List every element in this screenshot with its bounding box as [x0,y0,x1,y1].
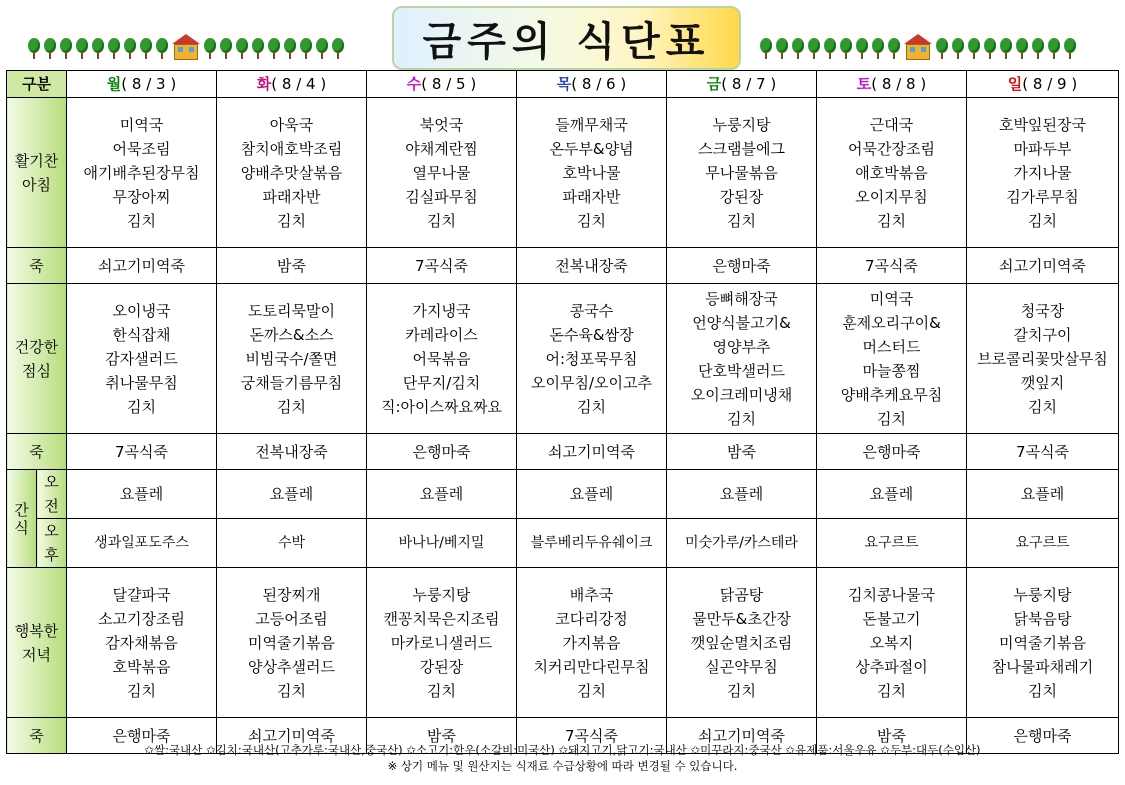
menu-item: 호박나물 [562,163,621,182]
school-building-icon [904,34,932,60]
porridge-item: 은행마죽 [367,434,517,470]
tree-icon [236,38,248,60]
menu-item: 오복지 [869,633,914,652]
day-name: 금 [706,75,722,93]
menu-item: 캔꽁치묵은지조림 [383,609,500,628]
snack-am-item: 요플레 [217,470,367,519]
day-header [967,71,1119,98]
menu-item: 어묵조림 [112,139,171,158]
menu-cell [217,284,367,434]
menu-item: 누룽지탕 [412,585,471,604]
menu-item: 머스터드 [862,337,921,356]
porridge-item: 쇠고기미역죽 [67,248,217,284]
porridge-item: 은행마죽 [667,248,817,284]
menu-item: 감자채볶음 [105,633,178,652]
menu-item: 돈까스&소스 [249,325,334,344]
footer [0,742,1125,774]
menu-cell [667,284,817,434]
tree-icon [300,38,312,60]
lunch-label-line2: 점심 [22,361,51,380]
menu-item: 영양부추 [712,337,771,356]
tree-decoration-right [760,36,1076,60]
snack-am-item: 요플레 [67,470,217,519]
menu-item: 브로콜리꽃맛살무침 [977,349,1108,368]
menu-item: 오이지무침 [855,187,928,206]
porridge-item: 7곡식죽 [967,434,1119,470]
change-notice: ※ 상기 메뉴 및 원산지는 식재료 수급상황에 따라 변경될 수 있습니다. [387,759,738,773]
porridge-item: 은행마죽 [67,718,217,754]
menu-item: 누룽지탕 [1013,585,1072,604]
menu-item: 깻잎순멸치조림 [690,633,793,652]
porridge-item: 밤죽 [367,718,517,754]
menu-item: 김치 [727,681,756,700]
menu-item: 취나물무침 [105,373,178,392]
day-header [67,71,217,98]
snack-am-item: 요플레 [967,470,1119,519]
day-name: 토 [856,75,872,93]
menu-item: 참나물파채레기 [991,657,1094,676]
menu-cell [517,284,667,434]
menu-item: 김치 [727,409,756,428]
day-header [217,71,367,98]
day-name: 목 [556,75,572,93]
menu-cell [817,284,967,434]
menu-item: 소고기장조림 [98,609,185,628]
menu-item: 물만두&초간장 [692,609,791,628]
menu-item: 마늘쫑찜 [862,361,921,380]
tree-icon [1064,38,1076,60]
menu-item: 미역줄기볶음 [999,633,1086,652]
menu-item: 김치 [127,211,156,230]
tree-icon [888,38,900,60]
menu-table [6,70,1119,754]
menu-item: 김치 [127,397,156,416]
menu-item: 김치 [427,681,456,700]
menu-item: 양배추맛살볶음 [240,163,343,182]
snack-pm-item: 바나나/베지밀 [367,519,517,568]
page-header [0,0,1125,70]
tree-icon [984,38,996,60]
tree-icon [1032,38,1044,60]
porridge-item: 7곡식죽 [517,718,667,754]
day-name: 화 [256,75,272,93]
menu-item: 김치 [277,211,306,230]
header-row [7,71,1119,98]
menu-cell [967,568,1119,718]
menu-item: 김가루무침 [1006,187,1079,206]
menu-item: 김치 [577,397,606,416]
porridge-item: 쇠고기미역죽 [217,718,367,754]
snack-pm-row [7,519,1119,568]
tree-icon [44,38,56,60]
menu-item: 참치애호박조림 [240,139,343,158]
porridge-item: 은행마죽 [817,434,967,470]
porridge2-row [7,434,1119,470]
tree-icon [824,38,836,60]
tree-icon [92,38,104,60]
tree-icon [28,38,40,60]
gubun-header: 구분 [7,71,67,98]
tree-icon [792,38,804,60]
menu-item: 닭곰탕 [719,585,764,604]
tree-icon [76,38,88,60]
day-date: ( 8 / 4 ) [271,75,327,93]
menu-item: 파래자반 [262,187,321,206]
snack-pm-item: 미숫가루/카스테라 [667,519,817,568]
snack-pm-item: 요구르트 [817,519,967,568]
menu-item: 단무지/김치 [402,373,481,392]
menu-item: 실곤약무침 [705,657,778,676]
snack-pm-item: 수박 [217,519,367,568]
menu-item: 코다리강정 [555,609,628,628]
tree-icon [808,38,820,60]
menu-item: 북엇국 [419,115,464,134]
tree-icon [108,38,120,60]
tree-icon [856,38,868,60]
tree-icon [284,38,296,60]
menu-item: 배추국 [569,585,614,604]
snack-am-label: 오전 [37,470,67,519]
menu-item: 미역줄기볶음 [248,633,335,652]
day-date: ( 8 / 7 ) [721,75,777,93]
menu-item: 김치 [577,211,606,230]
day-date: ( 8 / 5 ) [421,75,477,93]
snack-label: 간식 [7,470,37,568]
menu-item: 가지볶음 [562,633,621,652]
tree-icon [840,38,852,60]
tree-decoration-left [28,36,344,60]
menu-cell [67,98,217,248]
menu-cell [67,284,217,434]
menu-item: 무장아찌 [112,187,171,206]
school-building-icon [172,34,200,60]
origin-note: ✩쌀:국내산 ✩김치:국내산(고추가루:국내산,중국산) ✩소고기:한우(소갈비:미국산) ✩돼지고기,닭고기:국내산 ✩미꾸라지:중국산 ✩유제품:서울우유 ✩두부:대두(수입산) [144,743,981,757]
day-name: 수 [406,75,422,93]
tree-icon [872,38,884,60]
menu-item: 한식잡채 [112,325,171,344]
menu-cell [667,98,817,248]
porridge-item: 밤죽 [817,718,967,754]
menu-item: 닭북음탕 [1013,609,1072,628]
menu-cell [817,98,967,248]
menu-item: 김치 [577,681,606,700]
menu-item: 청국장 [1020,301,1065,320]
menu-item: 도토리묵말이 [248,301,335,320]
menu-item: 강된장 [719,187,764,206]
menu-item: 김치 [877,211,906,230]
day-date: ( 8 / 9 ) [1022,75,1078,93]
porridge-item: 은행마죽 [967,718,1119,754]
menu-cell [67,568,217,718]
day-name: 일 [1007,75,1023,93]
menu-item: 달걀파국 [112,585,171,604]
menu-item: 직:아이스짜요짜요 [381,397,502,416]
menu-cell [367,98,517,248]
menu-item: 마카로니샐러드 [390,633,493,652]
porridge-item: 밤죽 [667,434,817,470]
menu-item: 치커리만다린무침 [533,657,650,676]
snack-am-item: 요플레 [517,470,667,519]
dinner-label-line1: 행복한 [14,621,59,640]
menu-item: 등뼈해장국 [705,289,778,308]
menu-item: 콩국수 [569,301,614,320]
menu-item: 오이무침/오이고추 [531,373,652,392]
menu-item: 궁채들기름무침 [240,373,343,392]
breakfast-row [7,98,1119,248]
dinner-row [7,568,1119,718]
dinner-label-line2: 저녁 [22,645,51,664]
porridge-label: 죽 [7,718,67,754]
menu-item: 비빔국수/쫄면 [245,349,338,368]
menu-item: 양상추샐러드 [248,657,335,676]
porridge-item: 7곡식죽 [367,248,517,284]
snack-pm-item: 요구르트 [967,519,1119,568]
day-header [667,71,817,98]
menu-item: 김치 [277,397,306,416]
menu-item: 강된장 [419,657,464,676]
menu-item: 김치 [1028,397,1057,416]
menu-item: 김치콩나물국 [848,585,935,604]
menu-item: 돈불고기 [862,609,921,628]
menu-item: 열무나물 [412,163,471,182]
porridge-item: 전복내장죽 [217,434,367,470]
menu-cell [517,98,667,248]
tree-icon [124,38,136,60]
page-title: 금주의 식단표 [392,6,741,70]
tree-icon [968,38,980,60]
dinner-label-cell [7,568,67,718]
porridge1-row [7,248,1119,284]
menu-item: 김치 [127,681,156,700]
menu-item: 어:청포묵무침 [545,349,638,368]
snack-pm-label: 오후 [37,519,67,568]
lunch-row [7,284,1119,434]
menu-item: 김치 [1028,211,1057,230]
tree-icon [220,38,232,60]
tree-icon [936,38,948,60]
menu-item: 마파두부 [1013,139,1072,158]
porridge-item: 전복내장죽 [517,248,667,284]
menu-cell [217,568,367,718]
menu-cell [817,568,967,718]
day-header [817,71,967,98]
tree-icon [204,38,216,60]
menu-item: 김치 [427,211,456,230]
porridge-item: 쇠고기미역죽 [667,718,817,754]
menu-item: 스크램블에그 [698,139,785,158]
menu-item: 갈치구이 [1013,325,1072,344]
snack-am-item: 요플레 [667,470,817,519]
day-header [517,71,667,98]
breakfast-label-line1: 활기찬 [14,151,59,170]
menu-cell [967,284,1119,434]
menu-cell [217,98,367,248]
tree-icon [760,38,772,60]
tree-icon [268,38,280,60]
menu-item: 애기배추된장무침 [83,163,200,182]
menu-item: 아욱국 [269,115,314,134]
menu-item: 애호박볶음 [855,163,928,182]
tree-icon [1000,38,1012,60]
menu-item: 오이크레미냉채 [690,385,793,404]
tree-icon [60,38,72,60]
porridge-label: 죽 [7,434,67,470]
menu-item: 돈수육&쌈장 [549,325,634,344]
tree-icon [332,38,344,60]
menu-item: 된장찌개 [262,585,321,604]
day-date: ( 8 / 3 ) [121,75,177,93]
menu-item: 무나물볶음 [705,163,778,182]
snack-am-row [7,470,1119,519]
snack-am-item: 요플레 [817,470,967,519]
tree-icon [1048,38,1060,60]
menu-cell [367,284,517,434]
menu-cell [667,568,817,718]
menu-item: 야채계란찜 [405,139,478,158]
porridge-item: 쇠고기미역죽 [517,434,667,470]
porridge-item: 쇠고기미역죽 [967,248,1119,284]
day-name: 월 [106,75,122,93]
tree-icon [1016,38,1028,60]
menu-item: 김치 [277,681,306,700]
tree-icon [156,38,168,60]
menu-item: 호박볶음 [112,657,171,676]
menu-item: 상추파절이 [855,657,928,676]
snack-am-item: 요플레 [367,470,517,519]
menu-item: 어묵간장조림 [848,139,935,158]
menu-item: 깻잎지 [1020,373,1065,392]
menu-cell [367,568,517,718]
menu-item: 누룽지탕 [712,115,771,134]
tree-icon [952,38,964,60]
menu-item: 어묵볶음 [412,349,471,368]
menu-item: 파래자반 [562,187,621,206]
menu-item: 김치 [877,681,906,700]
menu-item: 미역국 [119,115,164,134]
menu-item: 호박잎된장국 [999,115,1086,134]
menu-item: 감자샐러드 [105,349,178,368]
tree-icon [776,38,788,60]
porridge-label: 죽 [7,248,67,284]
porridge-item: 7곡식죽 [817,248,967,284]
porridge-item: 7곡식죽 [67,434,217,470]
porridge-item: 밤죽 [217,248,367,284]
lunch-label-cell [7,284,67,434]
menu-item: 김치 [877,409,906,428]
lunch-label-line1: 건강한 [14,337,59,356]
menu-item: 단호박샐러드 [698,361,785,380]
menu-item: 온두부&양념 [549,139,634,158]
menu-item: 오이냉국 [112,301,171,320]
menu-item: 근대국 [869,115,914,134]
breakfast-label-line2: 아침 [22,175,51,194]
menu-cell [967,98,1119,248]
menu-cell [517,568,667,718]
breakfast-label-cell [7,98,67,248]
menu-item: 언양식불고기& [692,313,791,332]
tree-icon [252,38,264,60]
menu-item: 김실파무침 [405,187,478,206]
menu-item: 훈제오리구이& [842,313,941,332]
tree-icon [140,38,152,60]
menu-item: 가지나물 [1013,163,1072,182]
menu-item: 들깨무채국 [555,115,628,134]
menu-item: 양배추케요무침 [840,385,943,404]
snack-pm-item: 생과일포도주스 [67,519,217,568]
menu-item: 미역국 [869,289,914,308]
tree-icon [316,38,328,60]
snack-pm-item: 블루베리두유쉐이크 [517,519,667,568]
day-header [367,71,517,98]
menu-item: 카레라이스 [405,325,478,344]
menu-item: 고등어조림 [255,609,328,628]
day-date: ( 8 / 6 ) [571,75,627,93]
menu-item: 가지냉국 [412,301,471,320]
menu-item: 김치 [1028,681,1057,700]
day-date: ( 8 / 8 ) [871,75,927,93]
menu-item: 김치 [727,211,756,230]
